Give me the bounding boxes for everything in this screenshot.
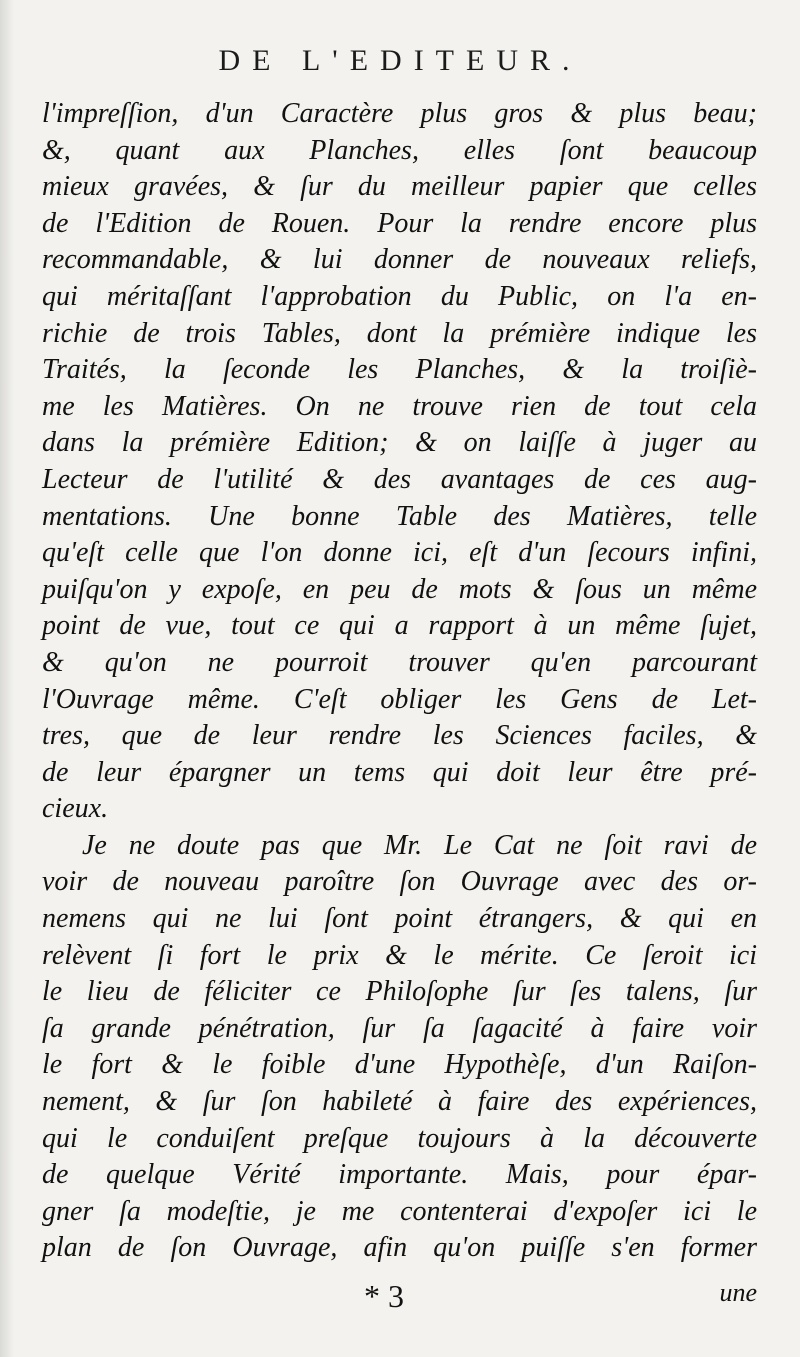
- text-line: puiſqu'on y expoſe, en peu de mots & ſous un même: [42, 573, 757, 605]
- text-line: l'Ouvrage même. C'eſt obliger les Gens de Let-: [42, 683, 757, 715]
- text-line: point de vue, tout ce qui a rapport à un même ſujet,: [42, 610, 757, 642]
- running-header: DE L'EDITEUR.: [218, 44, 582, 77]
- text-line: me les Matières. On ne trouve rien de tout cela: [42, 390, 757, 422]
- text-line: de quelque Vérité importante. Mais, pour épar-: [42, 1159, 757, 1191]
- text-line: Traités, la ſeconde les Planches, & la troiſiè-: [42, 354, 757, 386]
- text-line: mieux gravées, & ſur du meilleur papier que celles: [42, 171, 757, 203]
- text-line: nemens qui ne lui ſont point étrangers, & qui en: [42, 903, 757, 935]
- text-line: mentations. Une bonne Table des Matières, telle: [42, 500, 757, 532]
- text-line: ſa grande pénétration, ſur ſa ſagacité à faire voir: [42, 1012, 757, 1044]
- text-line: richie de trois Tables, dont la prémière indique les: [42, 317, 757, 349]
- page-footer: [42, 1278, 757, 1318]
- signature-mark: * 3: [364, 1278, 404, 1314]
- text-line: le fort & le foible d'une Hypothèſe, d'un Raiſon-: [42, 1049, 757, 1081]
- text-line: qui le conduiſent preſque toujours à la découverte: [42, 1122, 757, 1154]
- text-line: de leur épargner un tems qui doit leur être pré-: [42, 756, 757, 788]
- text-line: relèvent ſi fort le prix & le mérite. Ce ſeroit ici: [42, 939, 757, 971]
- text-line: gner ſa modeſtie, je me contenterai d'expoſer ici le: [42, 1195, 757, 1227]
- text-line: qu'eſt celle que l'on donne ici, eſt d'un ſecours infini,: [42, 537, 757, 569]
- text-line: Je ne doute pas que Mr. Le Cat ne ſoit ravi de: [82, 829, 757, 861]
- body-text: [42, 96, 757, 1267]
- text-line: &, quant aux Planches, elles ſont beaucoup: [42, 134, 757, 166]
- text-line: tres, que de leur rendre les Sciences faciles, &: [42, 720, 757, 752]
- text-line: Lecteur de l'utilité & des avantages de ces aug-: [42, 463, 757, 495]
- text-line: de l'Edition de Rouen. Pour la rendre encore plus: [42, 207, 757, 239]
- catchword: une: [719, 1278, 757, 1307]
- text-line: l'impreſſion, d'un Caractère plus gros & plus beau;: [42, 98, 757, 129]
- page-edge-shadow: [0, 0, 14, 1357]
- text-line: le lieu de féliciter ce Philoſophe ſur ſes talens, ſur: [42, 976, 757, 1008]
- text-line: nement, & ſur ſon habileté à faire des expériences,: [42, 1086, 757, 1118]
- text-line: recommandable, & lui donner de nouveaux reliefs,: [42, 244, 757, 276]
- text-line: cieux.: [42, 793, 109, 825]
- text-line: qui méritaſſant l'approbation du Public, on l'a en-: [42, 280, 757, 312]
- text-line: plan de ſon Ouvrage, afin qu'on puiſſe s'en former: [42, 1232, 757, 1264]
- text-line: dans la prémière Edition; & on laiſſe à juger au: [42, 427, 757, 459]
- text-line: & qu'on ne pourroit trouver qu'en parcourant: [42, 646, 757, 678]
- text-line: voir de nouveau paroître ſon Ouvrage avec des or-: [42, 866, 757, 898]
